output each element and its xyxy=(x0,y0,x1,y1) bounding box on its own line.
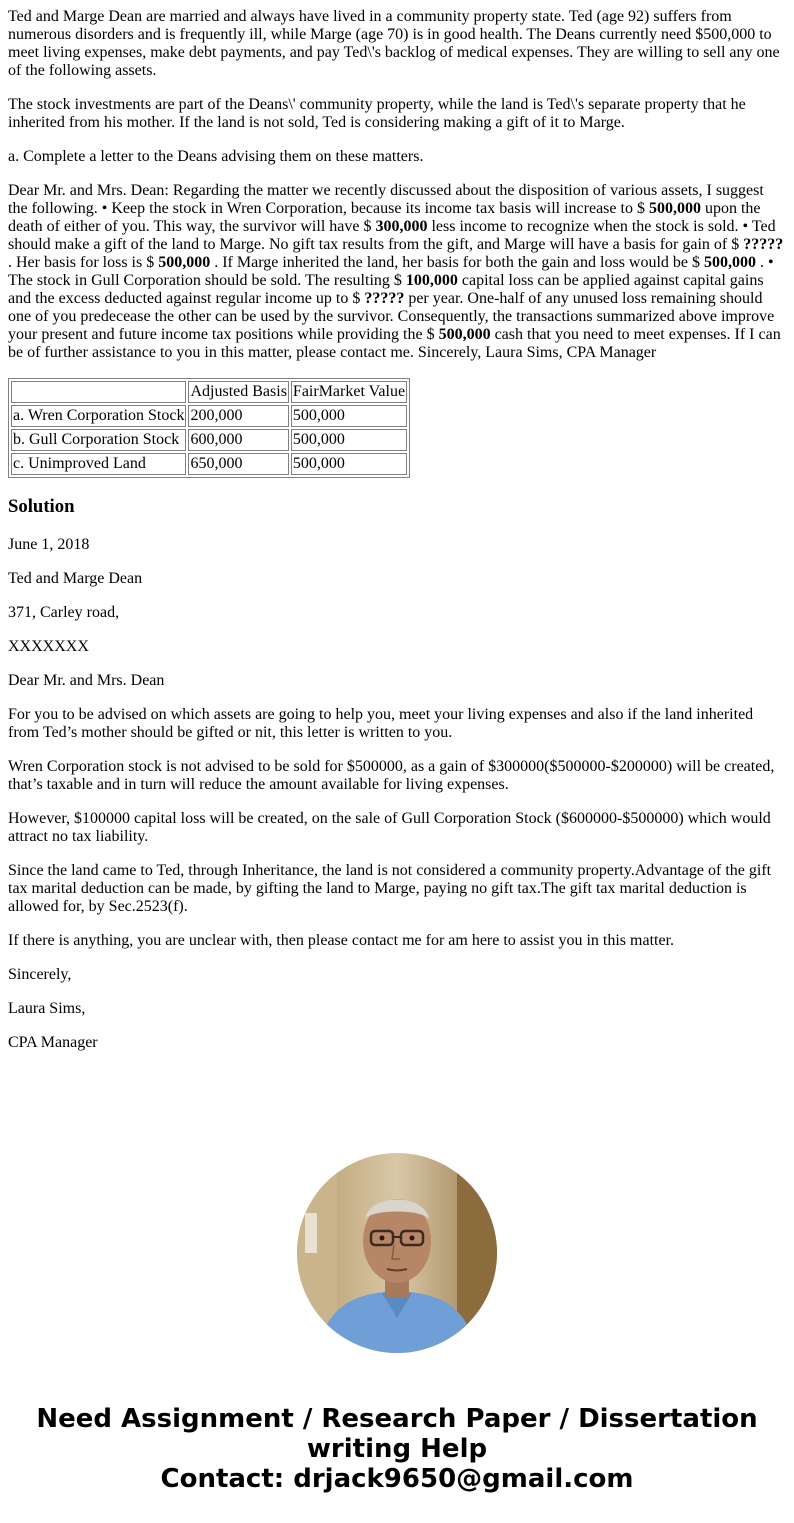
footer-contact: Contact: drjack9650@gmail.com xyxy=(160,1464,634,1494)
letter-answer: ????? xyxy=(743,236,784,253)
letter-answer: 300,000 xyxy=(375,218,428,235)
letter-text: upon the death of either of you. This way, the survivor will have $ xyxy=(8,200,761,235)
table-header-cell xyxy=(11,381,186,403)
table-header-cell: FairMarket Value xyxy=(291,381,407,403)
footer-line: Need Assignment / Research Paper / Dissertation xyxy=(36,1404,758,1434)
table-cell: 500,000 xyxy=(291,429,407,451)
letter-paragraph: However, $100000 capital loss will be created, on the sale of Gull Corporation Stock ($600000-$500000) which would attract no tax liability. xyxy=(8,810,771,845)
table-cell: a. Wren Corporation Stock xyxy=(11,405,186,427)
table-cell: 500,000 xyxy=(291,405,407,427)
letter-recipient: Ted and Marge Dean xyxy=(8,570,143,587)
table-header-row xyxy=(11,381,407,403)
table-cell: 500,000 xyxy=(291,453,407,475)
table-row xyxy=(11,453,407,475)
letter-paragraph: Wren Corporation stock is not advised to be sold for $500000, as a gain of $300000($500000-$200000) will be created, that’s taxable and in turn will reduce the amount available for living expenses. xyxy=(8,758,775,793)
letter-answer: 500,000 xyxy=(438,326,491,343)
table-header-cell: Adjusted Basis xyxy=(188,381,288,403)
table-cell: 600,000 xyxy=(188,429,288,451)
table-cell: 650,000 xyxy=(188,453,288,475)
letter-text: less income to recognize when the stock is sold. • Ted should make a gift of the land to Marge. No gift tax results from the gift, and Marge will have a basis for gain of $ xyxy=(8,218,776,253)
letter-text: . Her basis for loss is $ xyxy=(8,254,159,271)
letter-text: Dear Mr. and Mrs. Dean: Regarding the matter we recently discussed about the disposition of various assets, I suggest the following. • Keep the stock in Wren Corporation, because its income tax basis will increase to $ xyxy=(8,182,764,217)
footer-banner xyxy=(0,1404,794,1494)
letter-text: . • The stock in Gull Corporation should be sold. The resulting $ xyxy=(8,254,774,289)
template-letter xyxy=(8,182,786,362)
letter-answer: ????? xyxy=(364,290,405,307)
letter-text: cash that you need to meet expenses. If I can be of further assistance to you in this matter, please contact me. Sincerely, Laura Sims, CPA Manager xyxy=(8,326,781,361)
footer-line: writing Help xyxy=(306,1434,488,1464)
letter-paragraph: Since the land came to Ted, through Inheritance, the land is not considered a community property.Advantage of the gift tax marital deduction can be made, by gifting the land to Marge, paying no gift tax.The gift tax marital deduction is allowed for, by Sec.2523(f). xyxy=(8,862,772,915)
letter-answer: 500,000 xyxy=(158,254,211,271)
letter-answer: 100,000 xyxy=(405,272,458,289)
letter-answer: 500,000 xyxy=(648,200,701,217)
letter-text: . If Marge inherited the land, her basis for both the gain and loss would be $ xyxy=(210,254,705,271)
table-cell: b. Gull Corporation Stock xyxy=(11,429,186,451)
letter-address-2: XXXXXXX xyxy=(8,638,89,655)
question-paragraph-1: Ted and Marge Dean are married and always have lived in a community property state. Ted (age 92) suffers from numerous disorders and is frequently ill, while Marge (age 70) is in good health. The Deans currently need $500,000 to meet living expenses, make debt payments, and pay Ted\'s backlog of medical expenses. They are willing to sell any one of the following assets. xyxy=(8,8,780,79)
letter-title: CPA Manager xyxy=(8,1034,98,1051)
question-paragraph-3: a. Complete a letter to the Deans advising them on these matters. xyxy=(8,148,424,165)
document-body xyxy=(8,0,786,1068)
avatar-portrait-image xyxy=(297,1153,497,1353)
avatar xyxy=(297,1153,497,1353)
letter-date: June 1, 2018 xyxy=(8,536,90,553)
assets-table xyxy=(8,378,410,478)
letter-salutation: Dear Mr. and Mrs. Dean xyxy=(8,672,165,689)
letter-paragraph: For you to be advised on which assets are going to help you, meet your living expenses and also if the land inherited from Ted’s mother should be gifted or nit, this letter is written to you. xyxy=(8,706,754,741)
solution-letter xyxy=(8,536,786,1052)
letter-address: 371, Carley road, xyxy=(8,604,120,621)
solution-heading: Solution xyxy=(8,496,75,517)
letter-answer: 500,000 xyxy=(704,254,757,271)
letter-text: per year. One-half of any unused loss remaining should one of you predecease the other can be used by the survivor. Consequently, the transactions summarized above improve your present and future income tax positions while providing the $ xyxy=(8,290,775,343)
letter-text: capital loss can be applied against capital gains and the excess deducted against regular income up to $ xyxy=(8,272,764,307)
table-cell: 200,000 xyxy=(188,405,288,427)
table-row xyxy=(11,429,407,451)
letter-paragraph: If there is anything, you are unclear with, then please contact me for am here to assist you in this matter. xyxy=(8,932,675,949)
letter-signature: Laura Sims, xyxy=(8,1000,86,1017)
question-paragraph-2: The stock investments are part of the Deans\' community property, while the land is Ted\'s separate property that he inherited from his mother. If the land is not sold, Ted is considering making a gift of it to Marge. xyxy=(8,96,746,131)
table-row xyxy=(11,405,407,427)
letter-closing: Sincerely, xyxy=(8,966,72,983)
table-cell: c. Unimproved Land xyxy=(11,453,186,475)
